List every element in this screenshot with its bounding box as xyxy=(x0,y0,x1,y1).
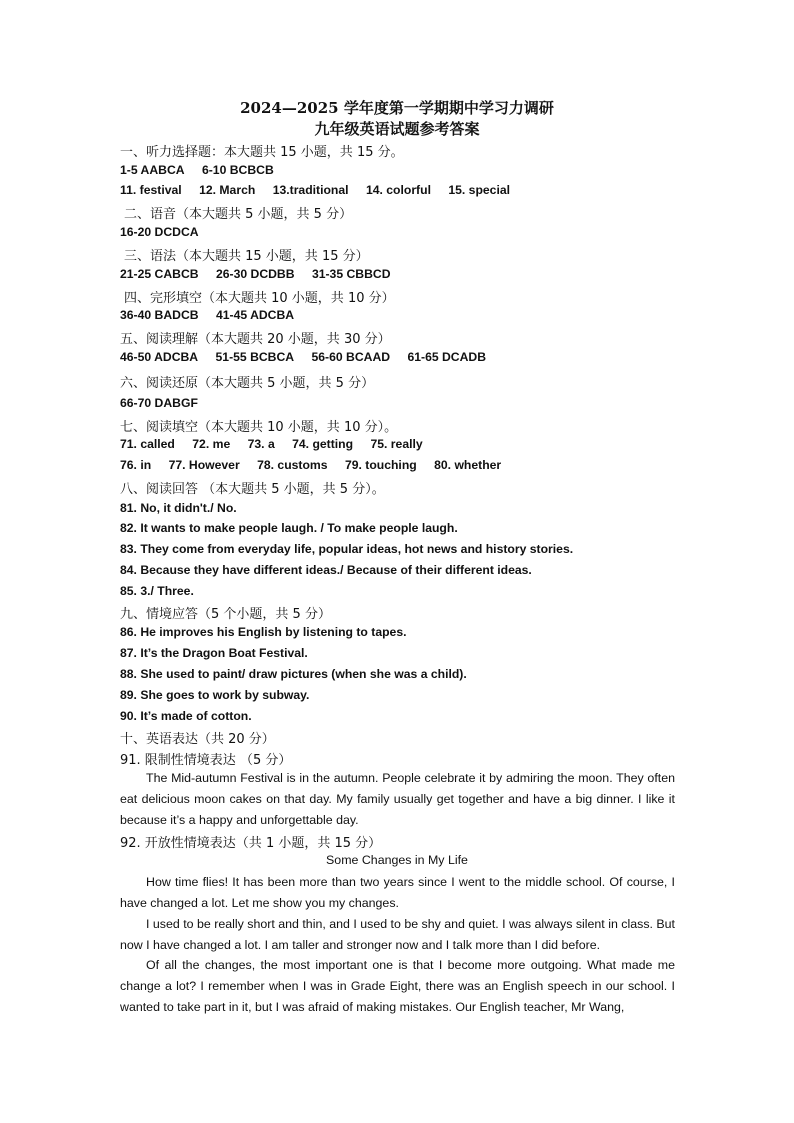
answer-line: 89. She goes to work by subway. xyxy=(120,688,310,702)
answer-item: 51-55 BCBCA xyxy=(215,350,295,364)
essay-paragraph: I used to be really short and thin, and I used to be shy and quiet. I was always silent in class. But now I have changed a lot. I am taller and stronger now and I talk more than I did before. xyxy=(120,917,675,952)
answer-row xyxy=(120,458,501,472)
answer-item: 71. called xyxy=(120,437,175,451)
question-91-answer: The Mid-autumn Festival is in the autumn. People celebrate it by admiring the moon. They often eat delicious moon cakes on that day. My family usually get together and have a big dinner. I like it because it’s a happy and unforgettable day. xyxy=(120,771,675,827)
answer-row xyxy=(120,267,391,281)
section-2-heading: 二、语音（本大题共 5 小题，共 5 分） xyxy=(124,207,353,222)
section-4-heading: 四、完形填空（本大题共 10 小题，共 10 分） xyxy=(124,291,395,306)
answer-item: 14. colorful xyxy=(365,183,431,197)
answer-line: 83. They come from everyday life, popular ideas, hot news and history stories. xyxy=(120,542,574,556)
answer-row xyxy=(120,225,199,239)
answer-item: 15. special xyxy=(448,183,511,197)
section-8-heading: 八、阅读回答 （本大题共 5 小题，共 5 分）。 xyxy=(120,482,385,497)
answer-item: 46-50 ADCBA xyxy=(120,350,199,364)
question-91-heading: 91. 限制性情境表达 （5 分） xyxy=(120,753,292,768)
essay-title: Some Changes in My Life xyxy=(326,853,468,867)
section-9-heading: 九、情境应答（5 个小题，共 5 分） xyxy=(120,607,331,622)
question-92-heading: 92. 开放性情境表达（共 1 小题，共 15 分） xyxy=(120,836,382,851)
answer-item: 78. customs xyxy=(257,458,328,472)
answer-row xyxy=(120,437,423,451)
answer-row xyxy=(120,163,274,177)
answer-item: 6-10 BCBCB xyxy=(201,163,274,177)
answer-item: 41-45 ADCBA xyxy=(215,308,295,322)
answer-row xyxy=(120,183,510,197)
answer-item: 36-40 BADCB xyxy=(120,308,199,322)
answer-item: 16-20 DCDCA xyxy=(120,225,199,239)
answer-item: 26-30 DCDBB xyxy=(215,267,295,281)
answer-line: 86. He improves his English by listening to tapes. xyxy=(120,625,407,639)
answer-line: 82. It wants to make people laugh. / To make people laugh. xyxy=(120,521,458,535)
answer-item: 66-70 DABGF xyxy=(120,396,198,410)
answer-item: 74. getting xyxy=(292,437,354,451)
answer-item: 80. whether xyxy=(434,458,502,472)
answer-item: 21-25 CABCB xyxy=(120,267,199,281)
answer-row xyxy=(120,350,486,364)
answer-item: 75. really xyxy=(370,437,423,451)
answer-row xyxy=(120,308,294,322)
answer-line: 84. Because they have different ideas./ Because of their different ideas. xyxy=(120,563,532,577)
answer-item: 73. a xyxy=(247,437,275,451)
essay-paragraph: Of all the changes, the most important one is that I become more outgoing. What made me change a lot? I remember when I was in Grade Eight, there was an English speech in our school. I wanted to take part in it, but I was afraid of making mistakes. Our English teacher, Mr Wang, xyxy=(120,958,675,1014)
answer-row xyxy=(120,396,198,410)
answer-line: 88. She used to paint/ draw pictures (when she was a child). xyxy=(120,667,467,681)
section-7-heading: 七、阅读填空（本大题共 10 小题，共 10 分）。 xyxy=(120,420,398,435)
section-5-heading: 五、阅读理解（本大题共 20 小题，共 30 分） xyxy=(120,332,391,347)
section-10-heading: 十、英语表达（共 20 分） xyxy=(120,732,275,747)
section-3-heading: 三、语法（本大题共 15 小题，共 15 分） xyxy=(124,249,369,264)
answer-line: 81. No, it didn't./ No. xyxy=(120,501,237,515)
answer-line: 90. It’s made of cotton. xyxy=(120,709,252,723)
answer-item: 79. touching xyxy=(344,458,417,472)
answer-item: 13.traditional xyxy=(272,183,349,197)
answer-item: 11. festival xyxy=(120,183,182,197)
section-1-heading: 一、听力选择题：本大题共 15 小题，共 15 分。 xyxy=(120,145,404,160)
answer-item: 76. in xyxy=(120,458,152,472)
answer-item: 12. March xyxy=(199,183,256,197)
answer-line: 85. 3./ Three. xyxy=(120,584,194,598)
answer-item: 77. However xyxy=(168,458,240,472)
answer-item: 1-5 AABCA xyxy=(120,163,185,177)
essay-paragraph: How time flies! It has been more than two years since I went to the middle school. Of course, I have changed a lot. Let me show you my changes. xyxy=(120,875,675,910)
answer-item: 61-65 DCADB xyxy=(407,350,487,364)
page-subtitle: 九年级英语试题参考答案 xyxy=(314,120,480,138)
answer-line: 87. It’s the Dragon Boat Festival. xyxy=(120,646,308,660)
answer-item: 56-60 BCAAD xyxy=(311,350,391,364)
section-6-heading: 六、阅读还原（本大题共 5 小题，共 5 分） xyxy=(120,376,375,391)
answer-item: 31-35 CBBCD xyxy=(311,267,391,281)
page-title: 2024—2025 学年度第一学期期中学习力调研 xyxy=(240,99,554,117)
answer-item: 72. me xyxy=(192,437,231,451)
